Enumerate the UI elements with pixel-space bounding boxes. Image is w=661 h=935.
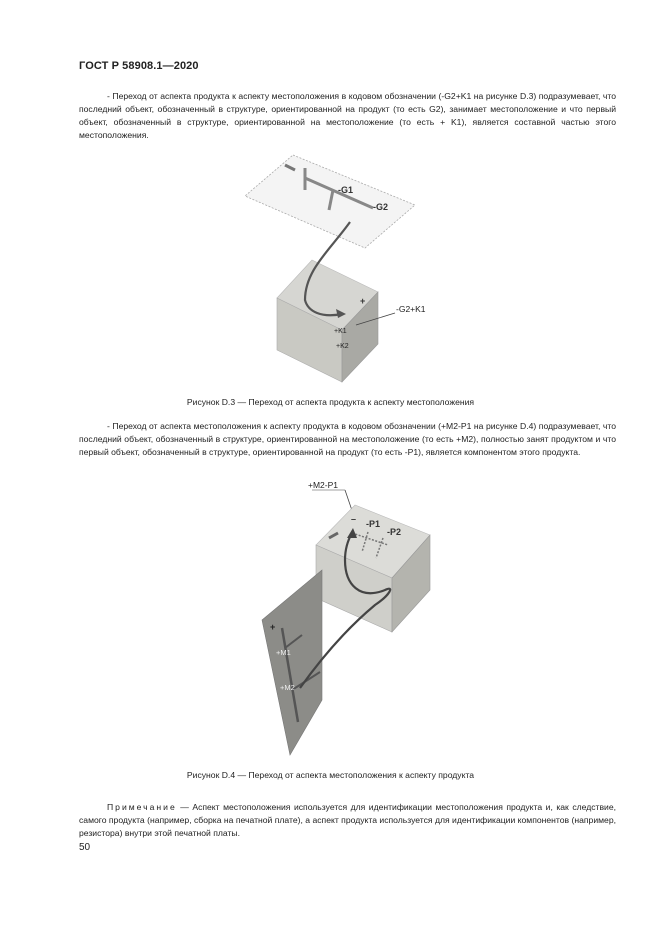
callout-m2p1: +M2-P1 xyxy=(308,480,338,490)
location-structure-sheet xyxy=(262,570,322,755)
note-text: — Аспект местоположения используется для идентификации местоположения продукта и, как следствие, самого продукта (например, сборка на печатной плате), а аспект продукта используется для идентификации компонентов (например, резистора) внутри этой печатной платы. xyxy=(79,802,616,838)
label-k2: +K2 xyxy=(336,343,349,350)
caption-figure-d4: Рисунок D.4 — Переход от аспекта местоположения к аспекту продукта xyxy=(186,770,475,780)
label-p1: -P1 xyxy=(366,519,381,529)
label-m1: +M1 xyxy=(276,648,291,657)
figure-d4 xyxy=(262,480,430,755)
label-g1: -G1 xyxy=(338,185,354,195)
note xyxy=(79,801,616,840)
label-plus-d4: + xyxy=(270,622,276,632)
paragraph-text: - Переход от аспекта продукта к аспекту местоположения в кодовом обозначении (-G2+K1 на рисунке D.3) подразумевает, что последний объект, обозначенный в структуре, ориентированной на продукт (то есть G2), занимает местоположение и что первый объект, обозначенный в структуре, ориентированной на местоположение (то есть + K1), является составной частью этого местоположения. xyxy=(79,91,616,140)
paragraph-location-to-product xyxy=(79,420,616,459)
figure-d3 xyxy=(245,155,426,382)
label-plus-d3: + xyxy=(360,296,366,306)
note-label: Примечание xyxy=(107,802,177,812)
label-m2: +M2 xyxy=(280,683,295,692)
label-k1: +K1 xyxy=(334,328,347,335)
page-number: 50 xyxy=(79,842,91,853)
label-minus-d4: – xyxy=(351,514,357,524)
document-header: ГОСТ Р 58908.1—2020 xyxy=(79,60,199,72)
caption-figure-d3: Рисунок D.3 — Переход от аспекта продукта к аспекту местоположения xyxy=(186,397,475,407)
label-g2: -G2 xyxy=(373,202,389,212)
label-p2: -P2 xyxy=(387,527,402,537)
callout-g2k1: -G2+K1 xyxy=(396,304,426,314)
paragraph-text: - Переход от аспекта местоположения к аспекту продукта в кодовом обозначении (+M2-P1 на рисунке D.4) подразумевает, что последний объект, обозначенный в структуре, ориентированной на местоположение (то есть +M2), полностью занят продуктом и что первый объект, обозначенный в структуре, ориентированной на продукт (то есть -P1), является компонентом этого продукта. xyxy=(79,421,616,457)
